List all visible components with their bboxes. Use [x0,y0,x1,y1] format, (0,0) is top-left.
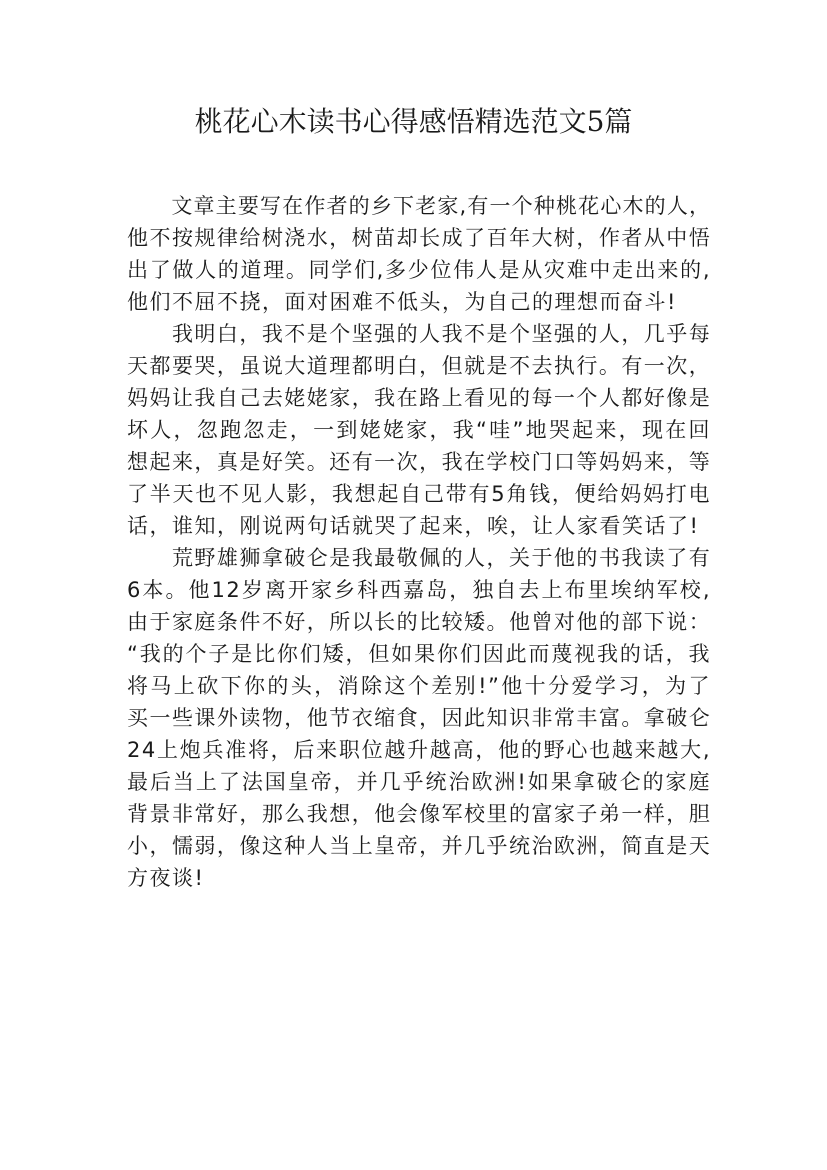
text-line: 他们不屈不挠，面对困难不低头，为自己的理想而奋斗! [127,290,677,314]
text-line: 最后当上了法国皇帝，并几乎统治欧洲!如果拿破仑的家庭 [127,770,711,794]
text-line: 小，懦弱，像这种人当上皇帝，并几乎统治欧洲，简直是天 [127,834,711,858]
text-line: 将马上砍下你的头，消除这个差别!”他十分爱学习，为了 [127,674,711,698]
text-line: 24上炮兵准将，后来职位越升越高，他的野心也越来越大, [127,738,711,762]
text-line: 由于家庭条件不好，所以长的比较矮。他曾对他的部下说： [127,610,711,634]
text-line: 我明白，我不是个坚强的人我不是个坚强的人，几乎每 [127,322,711,346]
text-line: “我的个子是比你们矮，但如果你们因此而蔑视我的话，我 [127,642,711,666]
document-title: 桃花心木读书心得感悟精选范文5篇 [194,105,633,138]
document-body [127,190,711,894]
text-line: 天都要哭，虽说大道理都明白，但就是不去执行。有一次， [127,354,711,378]
text-line: 背景非常好，那么我想，他会像军校里的富家子弟一样，胆 [127,802,711,826]
text-line: 方夜谈! [127,866,205,890]
paragraph [127,542,711,894]
text-line: 6本。他12岁离开家乡科西嘉岛，独自去上布里埃纳军校, [127,578,711,602]
text-line: 文章主要写在作者的乡下老家,有一个种桃花心木的人， [127,194,711,218]
paragraph [127,190,711,318]
text-line: 买一些课外读物，他节衣缩食，因此知识非常丰富。拿破仑 [127,706,711,730]
text-line: 荒野雄狮拿破仑是我最敬佩的人，关于他的书我读了有 [127,546,711,570]
text-line: 妈妈让我自己去姥姥家，我在路上看见的每一个人都好像是 [127,386,711,410]
text-line: 他不按规律给树浇水，树苗却长成了百年大树，作者从中悟 [127,226,711,250]
text-line: 坏人，忽跑忽走，一到姥姥家，我“哇”地哭起来，现在回 [127,418,711,442]
text-line: 出了做人的道理。同学们,多少位伟人是从灾难中走出来的, [127,258,711,282]
paragraph [127,318,711,542]
text-line: 想起来，真是好笑。还有一次，我在学校门口等妈妈来，等 [127,450,711,474]
text-line: 了半天也不见人影，我想起自己带有5角钱，便给妈妈打电 [127,482,711,506]
text-line: 话，谁知，刚说两句话就哭了起来，唉，让人家看笑话了! [127,514,700,538]
